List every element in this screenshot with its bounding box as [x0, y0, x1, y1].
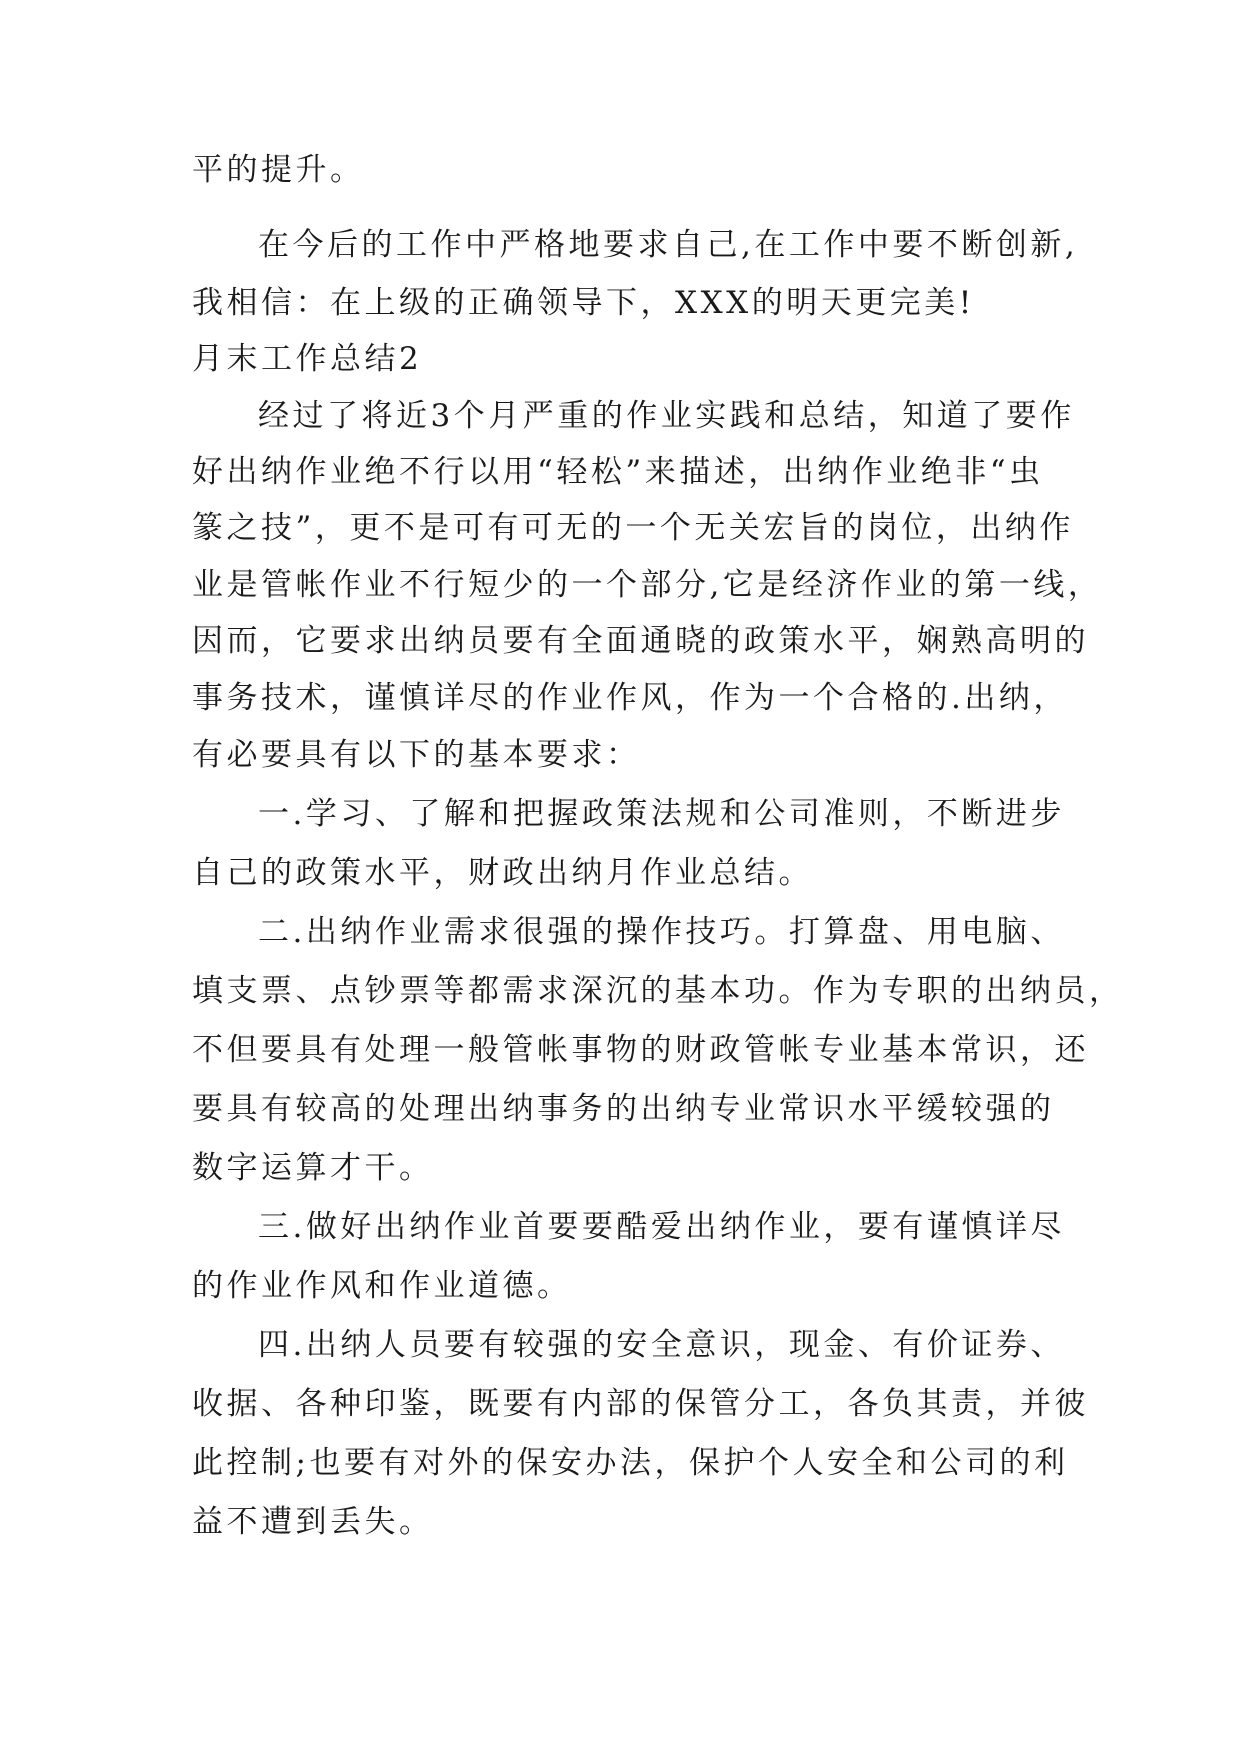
text-line: 事务技术，谨慎详尽的作业作风，作为一个合格的.出纳， [192, 680, 1068, 716]
text-line: 因而，它要求出纳员要有全面通晓的政策水平，娴熟高明的 [192, 623, 1089, 659]
text-line: 填支票、点钞票等都需求深沉的基本功。作为专职的出纳员， [192, 973, 1124, 1009]
text-line: 要具有较高的处理出纳事务的出纳专业常识水平缓较强的 [192, 1091, 1055, 1127]
text-line: 我相信：在上级的正确领导下，XXX的明天更完美! [192, 285, 975, 321]
text-line: 此控制;也要有对外的保安办法，保护个人安全和公司的利 [192, 1445, 1069, 1481]
list-item-1: 一.学习、了解和把握政策法规和公司准则，不断进步 [258, 796, 1065, 832]
list-item-3: 三.做好出纳作业首要要酷爱出纳作业，要有谨慎详尽 [258, 1209, 1065, 1245]
text-line: 有必要具有以下的基本要求： [192, 737, 641, 773]
paragraph-line: 经过了将近3个月严重的作业实践和总结，知道了要作 [258, 398, 1075, 434]
section-heading: 月末工作总结2 [192, 341, 423, 377]
list-item-2: 二.出纳作业需求很强的操作技巧。打算盘、用电脑、 [258, 914, 1065, 950]
text-line: 不但要具有处理一般管帐事物的财政管帐专业基本常识，还 [192, 1032, 1089, 1068]
text-line: 篆之技”，更不是可有可无的一个无关宏旨的岗位，出纳作 [192, 510, 1074, 546]
text-line: 平的提升。 [192, 152, 365, 188]
text-line: 收据、各种印鉴，既要有内部的保管分工，各负其责，并彼 [192, 1386, 1089, 1422]
paragraph-line: 在今后的工作中严格地要求自己,在工作中要不断创新, [258, 227, 1079, 263]
text-line: 数字运算才干。 [192, 1150, 434, 1186]
text-line: 自己的政策水平，财政出纳月作业总结。 [192, 855, 813, 891]
text-line: 业是管帐作业不行短少的一个部分,它是经济作业的第一线， [192, 567, 1103, 603]
text-line: 好出纳作业绝不行以用“轻松”来描述，出纳作业绝非“虫 [192, 454, 1044, 490]
text-line: 的作业作风和作业道德。 [192, 1268, 572, 1304]
list-item-4: 四.出纳人员要有较强的安全意识，现金、有价证券、 [258, 1327, 1065, 1363]
text-line: 益不遭到丢失。 [192, 1504, 434, 1540]
